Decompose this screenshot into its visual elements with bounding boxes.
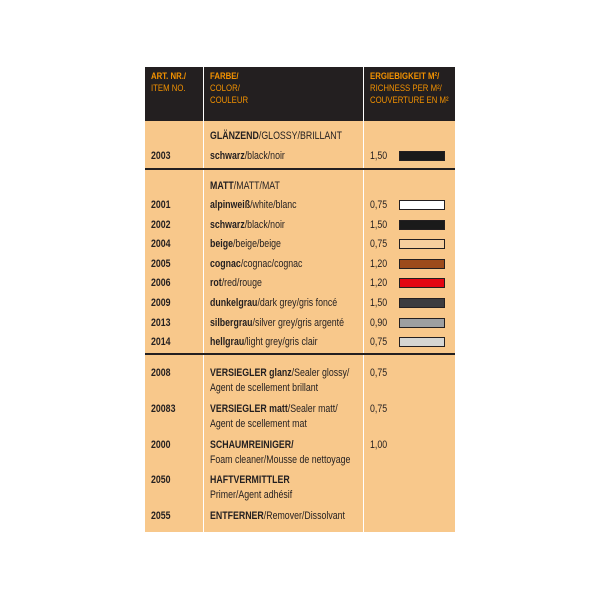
section-divider-2 bbox=[145, 353, 455, 355]
color-name bbox=[210, 257, 302, 271]
product-description: Agent de scellement mat bbox=[210, 418, 307, 430]
product-name-de: VERSIEGLER glanz bbox=[210, 367, 292, 379]
color-name-translations: /black/noir bbox=[244, 218, 285, 231]
color-name-translations: /black/noir bbox=[244, 150, 285, 162]
color-name-de: dunkelgrau bbox=[210, 297, 258, 309]
item-number: 2003 bbox=[151, 150, 171, 162]
product-description: Foam cleaner/Mousse de nettoyage bbox=[210, 454, 351, 466]
color-name-translations: /dark grey/gris foncé bbox=[257, 297, 338, 309]
color-name-de: hellgrau bbox=[210, 336, 245, 349]
item-number: 2001 bbox=[151, 199, 171, 211]
item-number: 2050 bbox=[151, 474, 171, 486]
color-swatch bbox=[399, 298, 445, 308]
richness-value: 1,00 bbox=[370, 439, 388, 451]
richness-value: 1,20 bbox=[370, 257, 388, 270]
product-name bbox=[210, 366, 349, 380]
richness-value: 0,90 bbox=[370, 316, 388, 329]
item-number: 2004 bbox=[151, 238, 171, 251]
color-swatch bbox=[399, 151, 445, 161]
item-number: 2013 bbox=[151, 316, 171, 329]
color-name bbox=[210, 276, 262, 290]
richness-value: 0,75 bbox=[370, 367, 388, 379]
product-description: Agent de scellement brillant bbox=[210, 382, 319, 394]
header-color bbox=[210, 71, 248, 107]
richness-value: 1,50 bbox=[370, 150, 388, 162]
item-number: 2008 bbox=[151, 367, 171, 379]
header-richness-de: ERGIEBIGKEIT M²/ bbox=[370, 71, 440, 82]
color-name-translations: /white/blanc bbox=[250, 199, 297, 211]
product-name-translations: /Sealer matt/ bbox=[287, 403, 338, 415]
glossy-heading: GLÄNZEND/GLOSSY/BRILLANT bbox=[210, 130, 343, 142]
column-divider-1 bbox=[203, 67, 204, 532]
section-divider-1 bbox=[145, 168, 455, 170]
color-name bbox=[210, 149, 285, 163]
color-name-translations: /beige/beige bbox=[232, 238, 281, 251]
product-name bbox=[210, 438, 294, 452]
color-swatch bbox=[399, 239, 445, 249]
color-name-de: schwarz bbox=[210, 150, 245, 162]
color-swatch bbox=[399, 220, 445, 230]
richness-value: 1,50 bbox=[370, 218, 388, 231]
color-swatch bbox=[399, 318, 445, 328]
header-color-fr: COULEUR bbox=[210, 95, 249, 106]
matt-heading: MATT/MATT/MAT bbox=[210, 180, 280, 192]
color-name bbox=[210, 237, 281, 251]
item-number: 2014 bbox=[151, 336, 171, 349]
richness-value: 0,75 bbox=[370, 199, 388, 211]
color-swatch bbox=[399, 259, 445, 269]
header-richness-en: RICHNESS PER M²/ bbox=[370, 83, 442, 94]
item-number: 2002 bbox=[151, 218, 171, 231]
item-number: 20083 bbox=[151, 403, 176, 415]
color-swatch bbox=[399, 337, 445, 347]
color-name-translations: /cognac/cognac bbox=[240, 257, 303, 270]
color-name-de: beige bbox=[210, 238, 233, 251]
product-name bbox=[210, 509, 345, 523]
product-name-de: VERSIEGLER matt bbox=[210, 403, 288, 415]
product-name-translations: /Sealer glossy/ bbox=[291, 367, 350, 379]
richness-value: 1,50 bbox=[370, 297, 388, 309]
color-swatch bbox=[399, 278, 445, 288]
item-number: 2005 bbox=[151, 257, 171, 270]
item-number: 2006 bbox=[151, 277, 171, 290]
color-name-de: cognac bbox=[210, 257, 241, 270]
header-color-en: COLOR/ bbox=[210, 83, 240, 94]
richness-value: 0,75 bbox=[370, 336, 388, 349]
color-name bbox=[210, 335, 318, 349]
color-name-de: alpinweiß bbox=[210, 199, 251, 211]
color-name bbox=[210, 316, 344, 330]
product-table bbox=[145, 67, 455, 532]
item-number: 2009 bbox=[151, 297, 171, 309]
color-swatch bbox=[399, 200, 445, 210]
header-color-de: FARBE/ bbox=[210, 71, 239, 82]
product-name bbox=[210, 402, 338, 416]
richness-value: 1,20 bbox=[370, 277, 388, 290]
color-name-de: silbergrau bbox=[210, 316, 253, 329]
header-item-no-en: ITEM NO. bbox=[151, 83, 186, 94]
color-name-translations: /silver grey/gris argenté bbox=[252, 316, 345, 329]
product-name bbox=[210, 473, 290, 487]
column-divider-2 bbox=[363, 67, 364, 532]
header-item-no-de: ART. NR./ bbox=[151, 71, 187, 82]
color-name-de: rot bbox=[210, 277, 222, 290]
color-name bbox=[210, 198, 297, 212]
color-name-translations: /red/rouge bbox=[221, 277, 262, 290]
richness-value: 0,75 bbox=[370, 238, 388, 251]
color-name-de: schwarz bbox=[210, 218, 245, 231]
product-name-de: ENTFERNER bbox=[210, 510, 264, 522]
product-description: Primer/Agent adhésif bbox=[210, 489, 293, 501]
color-name bbox=[210, 218, 285, 232]
richness-value: 0,75 bbox=[370, 403, 388, 415]
color-name bbox=[210, 296, 337, 310]
header-richness-fr: COUVERTURE EN M² bbox=[370, 95, 449, 106]
product-name-translations: /Remover/Dissolvant bbox=[263, 510, 345, 522]
product-name-de: SCHAUMREINIGER/ bbox=[210, 439, 294, 451]
header-item-no bbox=[151, 71, 186, 95]
table-header bbox=[145, 67, 455, 121]
product-name-de: HAFTVERMITTLER bbox=[210, 474, 290, 486]
color-name-translations: /light grey/gris clair bbox=[244, 336, 318, 349]
item-number: 2000 bbox=[151, 439, 171, 451]
item-number: 2055 bbox=[151, 510, 171, 522]
header-richness bbox=[370, 71, 449, 107]
